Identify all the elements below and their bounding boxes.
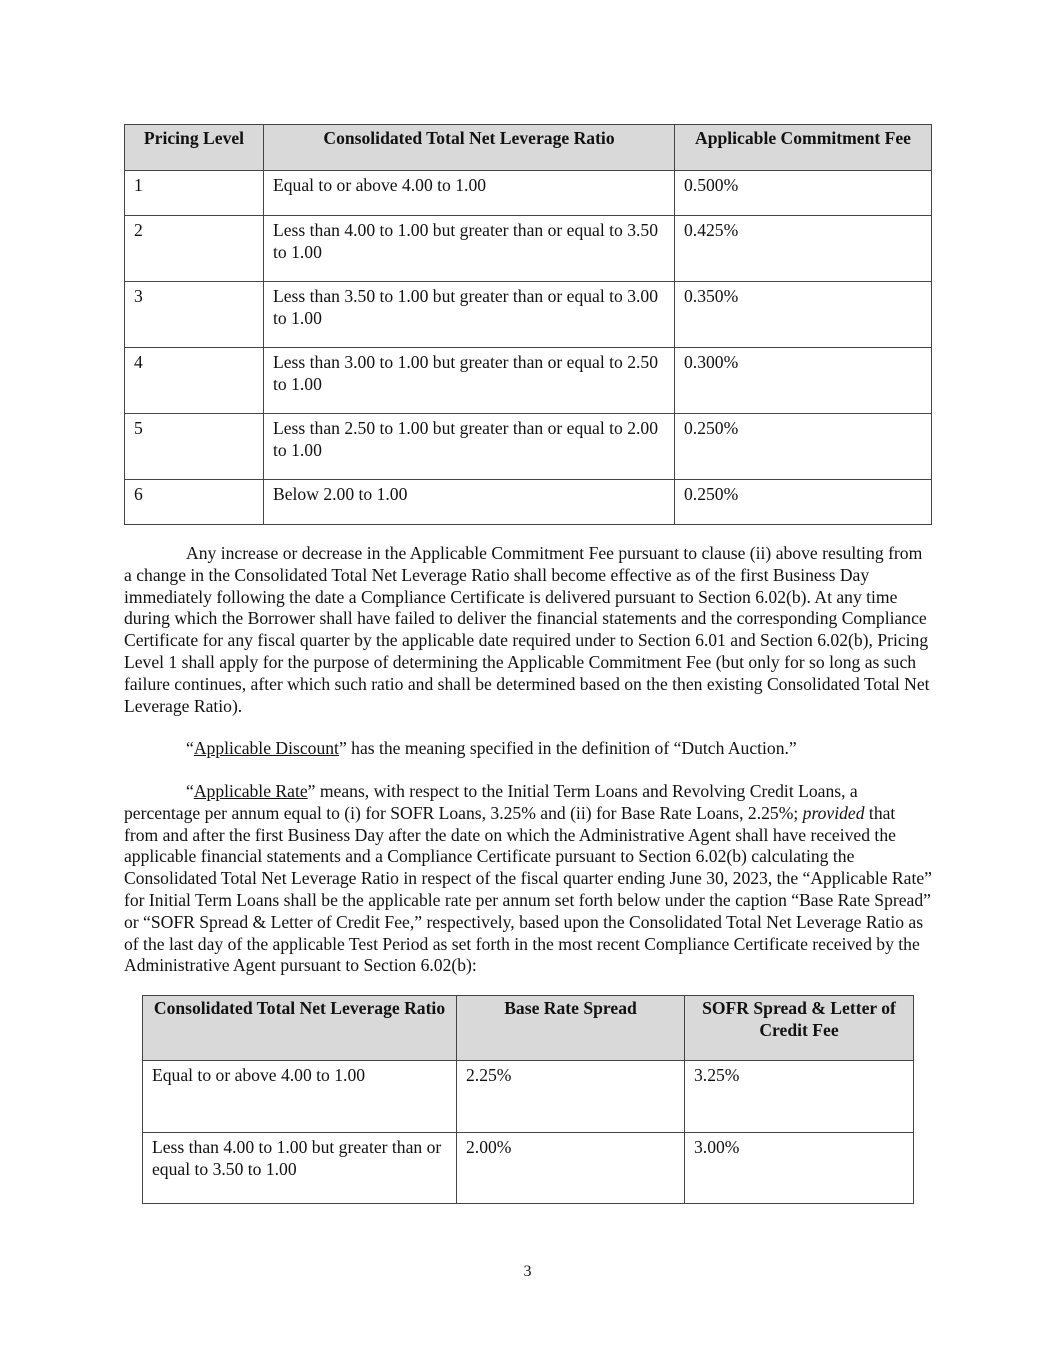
header-commitment-fee: Applicable Commitment Fee [675,125,932,171]
defined-term: Applicable Rate [193,781,308,801]
header-pricing-level: Pricing Level [125,125,264,171]
table-row [125,480,932,525]
commitment-fee-cell: 0.250% [675,480,932,525]
defined-term: Applicable Discount [193,738,339,758]
commitment-fee-cell: 0.350% [675,282,932,348]
leverage-ratio-cell: Less than 4.00 to 1.00 but greater than or equal to 3.50 to 1.00 [264,216,675,282]
table-header-row [143,996,914,1061]
table-row [125,348,932,414]
table-header-row [125,125,932,171]
sofr-spread-cell: 3.00% [685,1133,914,1204]
leverage-ratio-cell: Less than 4.00 to 1.00 but greater than or equal to 3.50 to 1.00 [143,1133,457,1204]
pricing-level-cell: 3 [125,282,264,348]
open-quote: “ [186,738,194,758]
commitment-fee-cell: 0.500% [675,171,932,216]
pricing-level-cell: 4 [125,348,264,414]
commitment-fee-adjustment-paragraph [124,543,932,717]
commitment-fee-cell: 0.425% [675,216,932,282]
leverage-ratio-cell: Less than 3.50 to 1.00 but greater than or equal to 3.00 to 1.00 [264,282,675,348]
definition-text-continued: that from and after the first Business Day after the date on which the Administrative Agent shall have received the applicable financial statements and a Compliance Certificate pursuant to Section 6.02(b) calculating the Consolidated Total Net Leverage Ratio in respect of the fiscal quarter ending June 30, 2023, the “Applicable Rate” for Initial Term Loans shall be the applicable rate per annum set forth below under the caption “Base Rate Spread” or “SOFR Spread & Letter of Credit Fee,” respectively, based upon the Consolidated Total Net Leverage Ratio as of the last day of the applicable Test Period as set forth in the most recent Compliance Certificate received by the Administrative Agent pursuant to Section 6.02(b): [124,802,932,976]
leverage-ratio-cell: Less than 2.50 to 1.00 but greater than or equal to 2.00 to 1.00 [264,414,675,480]
paragraph-text: Any increase or decrease in the Applicable Commitment Fee pursuant to clause (ii) above resulting from a change in the Consolidated Total Net Leverage Ratio shall become effective as of the first Business Day immediately following the date a Compliance Certificate is delivered pursuant to Section 6.02(b). At any time during which the Borrower shall have failed to deliver the financial statements and the corresponding Compliance Certificate for any fiscal quarter by the applicable date required under to Section 6.01 and Section 6.02(b), Pricing Level 1 shall apply for the purpose of determining the Applicable Commitment Fee (but only for so long as such failure continues, after which such ratio and shall be determined based on the then existing Consolidated Total Net Leverage Ratio). [124,543,930,716]
header-leverage-ratio: Consolidated Total Net Leverage Ratio [264,125,675,171]
header-leverage-ratio: Consolidated Total Net Leverage Ratio [143,996,457,1061]
table-row [125,171,932,216]
commitment-fee-cell: 0.300% [675,348,932,414]
table-row [143,1133,914,1204]
commitment-fee-cell: 0.250% [675,414,932,480]
applicable-discount-definition [124,738,932,760]
applicable-rate-definition [124,781,932,977]
leverage-ratio-cell: Below 2.00 to 1.00 [264,480,675,525]
sofr-spread-cell: 3.25% [685,1061,914,1133]
page-number: 3 [523,1263,532,1280]
open-quote: “ [186,781,194,801]
applicable-rate-table [142,995,914,1204]
base-rate-spread-cell: 2.25% [457,1061,685,1133]
header-base-rate-spread: Base Rate Spread [457,996,685,1061]
leverage-ratio-cell: Equal to or above 4.00 to 1.00 [264,171,675,216]
table-row [143,1061,914,1133]
pricing-level-table [124,124,932,525]
header-sofr-spread: SOFR Spread & Letter of Credit Fee [685,996,914,1061]
proviso-term: provided [802,802,865,823]
definition-text: ” has the meaning specified in the definition of “Dutch Auction.” [338,738,797,758]
base-rate-spread-cell: 2.00% [457,1133,685,1204]
table-row [125,414,932,480]
leverage-ratio-cell: Equal to or above 4.00 to 1.00 [143,1061,457,1133]
pricing-level-cell: 6 [125,480,264,525]
leverage-ratio-cell: Less than 3.00 to 1.00 but greater than or equal to 2.50 to 1.00 [264,348,675,414]
pricing-level-cell: 2 [125,216,264,282]
pricing-level-cell: 1 [125,171,264,216]
table-row [125,216,932,282]
definition-text: ” means, with respect to the Initial Term Loans and Revolving Credit Loans, a percentage per annum equal to (i) for SOFR Loans, 3.25% and (ii) for Base Rate Loans, 2.25%; [124,781,858,823]
pricing-level-cell: 5 [125,414,264,480]
table-row [125,282,932,348]
